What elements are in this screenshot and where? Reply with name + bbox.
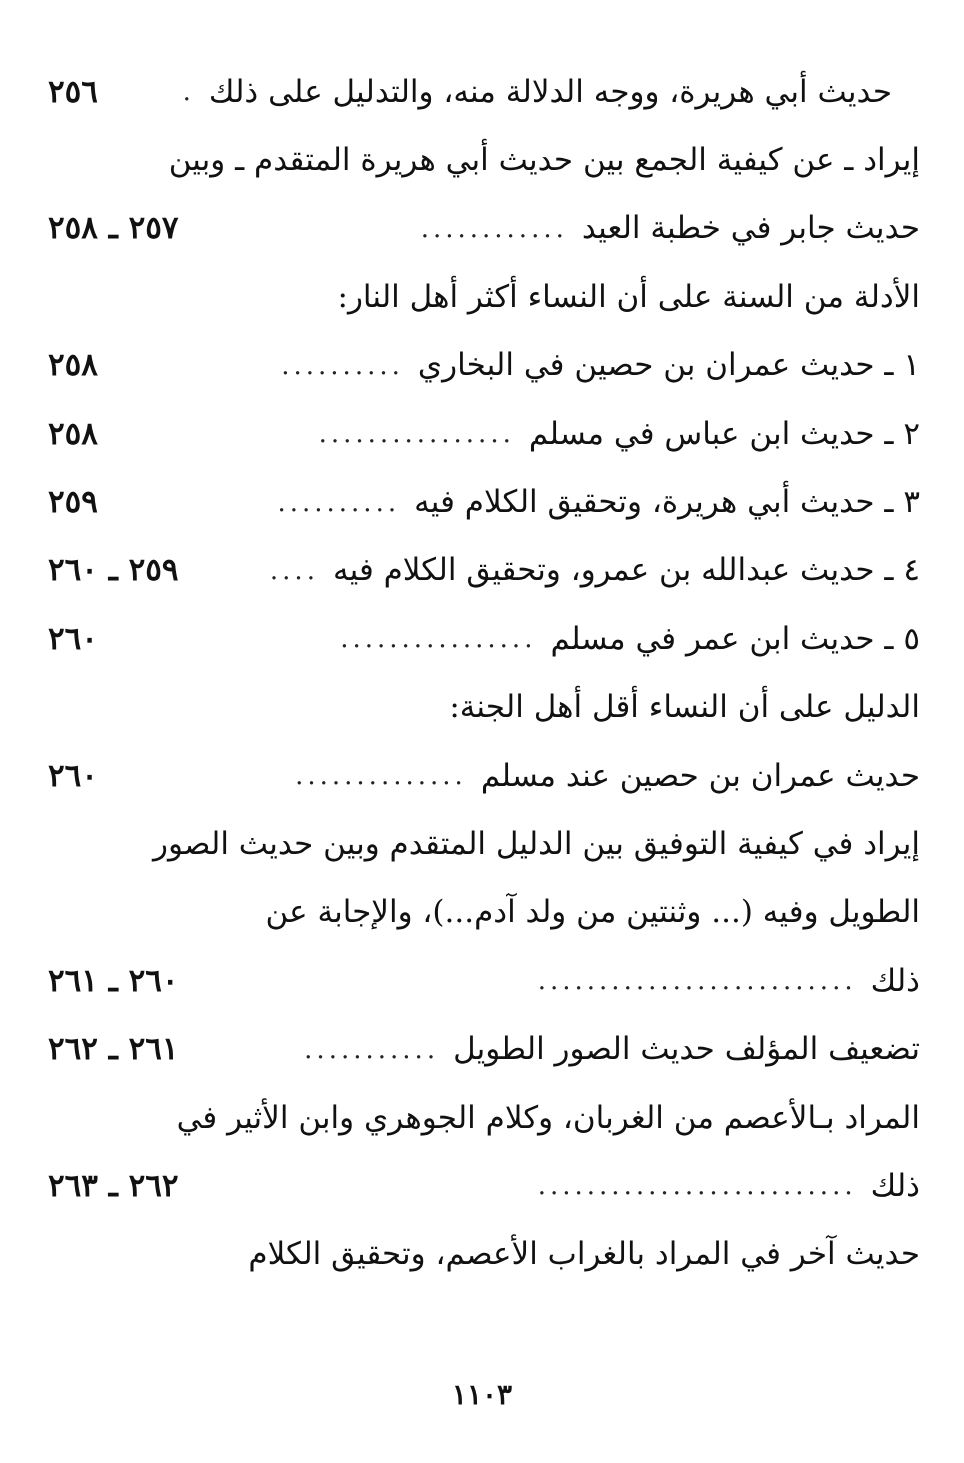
toc-entry (48, 195, 920, 263)
toc-entry-page: ٢٦٢ ـ ٢٦٣ (48, 1167, 179, 1204)
toc-entry (48, 742, 920, 810)
dot-leader: ............ (420, 215, 568, 242)
toc-entry (48, 126, 920, 194)
toc-entry (48, 879, 920, 947)
toc-entry-title: ٥ ـ حديث ابن عمر في مسلم (550, 620, 920, 657)
dot-leader: ................ (340, 626, 537, 653)
toc-entry (48, 332, 920, 400)
toc-entry (48, 263, 920, 331)
toc-entry-title: ٤ ـ حديث عبدالله بن عمرو، وتحقيق الكلام فيه (332, 552, 920, 589)
toc-entry-title: حديث أبي هريرة، ووجه الدلالة منه، والتدليل على ذلك (208, 73, 892, 110)
toc-entry (48, 1015, 920, 1083)
dot-leader: ........... (304, 1036, 440, 1063)
toc-entry-title: الطويل وفيه (... وثنتين من ولد آدم...)، والإجابة عن (265, 894, 920, 931)
toc-entry-title: المراد بـالأعصم من الغربان، وكلام الجوهري وابن الأثير في (176, 1099, 920, 1136)
toc-entry-page: ٢٥٦ (48, 73, 98, 110)
dot-leader: .......................... (537, 968, 857, 995)
toc-entry (48, 605, 920, 673)
toc-entry (48, 58, 920, 126)
table-of-contents (48, 58, 920, 1289)
toc-entry-title: حديث عمران بن حصين عند مسلم (480, 757, 920, 794)
toc-entry-title: حديث آخر في المراد بالغراب الأعصم، وتحقيق الكلام (248, 1236, 920, 1273)
toc-entry-page: ٢٦٠ (48, 620, 98, 657)
toc-entry (48, 400, 920, 468)
toc-entry (48, 810, 920, 878)
toc-entry-title: إيراد ـ عن كيفية الجمع بين حديث أبي هريرة المتقدم ـ وبين (168, 142, 920, 179)
toc-entry-page: ٢٥٨ (48, 347, 98, 384)
toc-entry-title: ذلك (870, 1167, 920, 1204)
dot-leader: .......... (281, 352, 404, 379)
toc-entry-title: الأدلة من السنة على أن النساء أكثر أهل النار: (337, 278, 920, 315)
toc-entry-title: تضعيف المؤلف حديث الصور الطويل (453, 1031, 920, 1068)
dot-leader: ................ (318, 421, 515, 448)
toc-entry-page: ٢٥٩ (48, 484, 98, 521)
toc-entry-page: ٢٦١ ـ ٢٦٢ (48, 1031, 179, 1068)
toc-entry (48, 947, 920, 1015)
dot-leader: . (182, 79, 195, 106)
dot-leader: .......... (277, 489, 401, 516)
toc-entry (48, 537, 920, 605)
toc-entry-title: ٢ ـ حديث ابن عباس في مسلم (528, 415, 920, 452)
toc-entry-title: إيراد في كيفية التوفيق بين الدليل المتقدم وبين حديث الصور (153, 825, 920, 862)
page-number: ١١٠٣ (451, 1378, 513, 1411)
dot-leader: .............. (295, 763, 467, 790)
toc-entry (48, 1152, 920, 1220)
toc-entry-page: ٢٦٠ ـ ٢٦١ (48, 962, 179, 999)
toc-entry (48, 1084, 920, 1152)
dot-leader: .... (269, 557, 319, 584)
toc-entry-title: حديث جابر في خطبة العيد (581, 210, 920, 247)
toc-entry-title: ١ ـ حديث عمران بن حصين في البخاري (417, 347, 920, 384)
toc-entry (48, 468, 920, 536)
dot-leader: .......................... (537, 1173, 857, 1200)
toc-entry-title: ذلك (870, 962, 920, 999)
toc-entry-title: ٣ ـ حديث أبي هريرة، وتحقيق الكلام فيه (414, 484, 920, 521)
toc-entry (48, 1221, 920, 1289)
toc-entry-page: ٢٥٩ ـ ٢٦٠ (48, 552, 179, 589)
toc-entry-page: ٢٥٧ ـ ٢٥٨ (48, 210, 179, 247)
toc-entry-title: الدليل على أن النساء أقل أهل الجنة: (449, 689, 920, 726)
toc-entry-page: ٢٥٨ (48, 415, 98, 452)
toc-entry (48, 674, 920, 742)
toc-entry-page: ٢٦٠ (48, 757, 98, 794)
